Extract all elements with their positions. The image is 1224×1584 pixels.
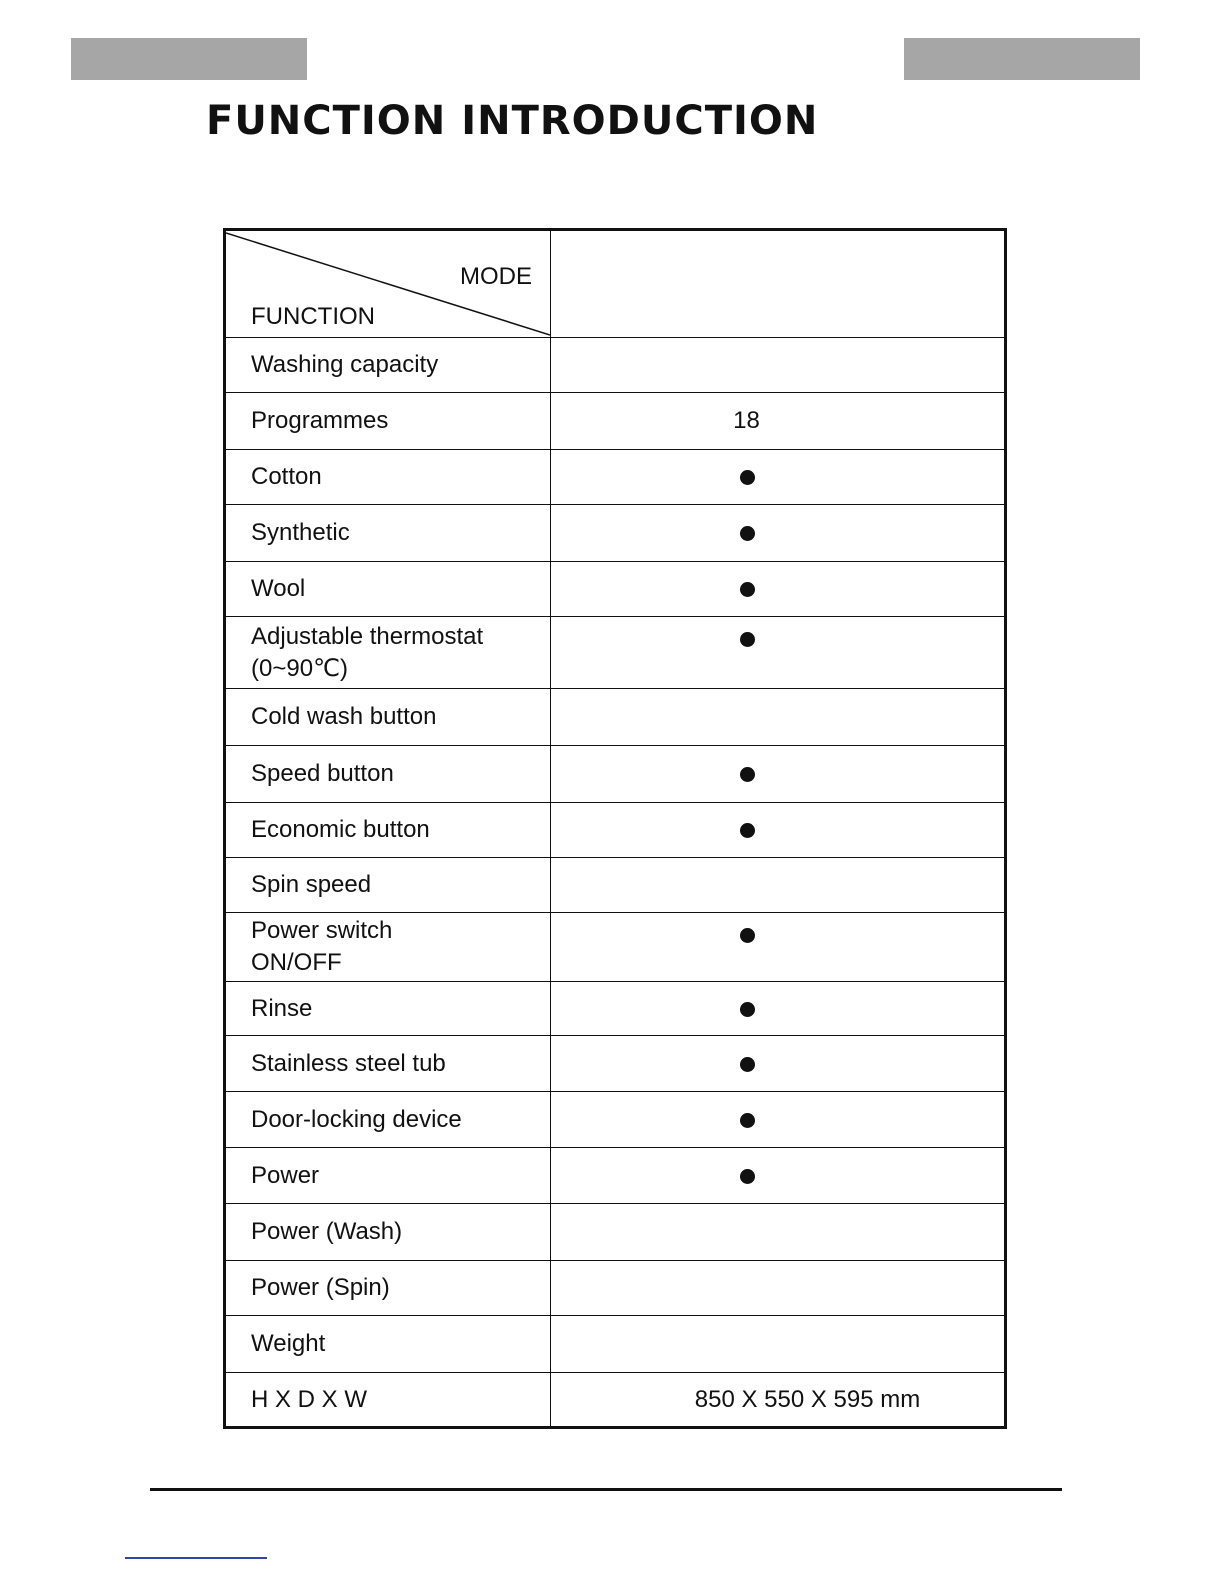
function-cell: Stainless steel tub <box>225 1036 551 1092</box>
table-row <box>225 858 1006 913</box>
feature-dot-icon <box>740 823 755 838</box>
footer-link-underline <box>125 1557 267 1559</box>
value-cell <box>551 982 1006 1036</box>
function-table <box>223 228 1007 1429</box>
footer-rule <box>150 1488 1062 1491</box>
header-bar-left <box>71 38 307 80</box>
function-header-label: FUNCTION <box>251 303 375 330</box>
mode-header-label: MODE <box>460 263 532 290</box>
function-cell: Weight <box>225 1316 551 1373</box>
table-header-row <box>225 230 1006 338</box>
mode-function-corner-cell <box>225 230 551 338</box>
value-cell <box>551 338 1006 393</box>
value-cell <box>551 803 1006 858</box>
table-row <box>225 746 1006 803</box>
feature-dot-icon <box>740 928 755 943</box>
value-text: 18 <box>733 407 760 434</box>
value-cell <box>551 1316 1006 1373</box>
model-header-cell <box>551 230 1006 338</box>
table-row <box>225 803 1006 858</box>
feature-dot-icon <box>740 632 755 647</box>
table-row <box>225 562 1006 617</box>
table-row <box>225 1261 1006 1316</box>
table-row <box>225 505 1006 562</box>
function-cell: Programmes <box>225 393 551 450</box>
function-cell: Cotton <box>225 450 551 505</box>
value-cell <box>551 913 1006 982</box>
feature-dot-icon <box>740 582 755 597</box>
page-title: FUNCTION INTRODUCTION <box>206 98 819 144</box>
value-cell <box>551 1204 1006 1261</box>
value-cell <box>551 450 1006 505</box>
table-row <box>225 338 1006 393</box>
function-cell: Power switch ON/OFF <box>225 913 551 982</box>
function-cell: Washing capacity <box>225 338 551 393</box>
table-row <box>225 1316 1006 1373</box>
function-cell: Power <box>225 1148 551 1204</box>
value-cell <box>551 617 1006 689</box>
feature-dot-icon <box>740 526 755 541</box>
function-cell: Wool <box>225 562 551 617</box>
function-cell: Spin speed <box>225 858 551 913</box>
value-cell <box>551 1036 1006 1092</box>
table-row <box>225 393 1006 450</box>
feature-dot-icon <box>740 1057 755 1072</box>
header-bar-right <box>904 38 1140 80</box>
value-cell <box>551 1148 1006 1204</box>
function-cell: Adjustable thermostat (0~90℃) <box>225 617 551 689</box>
function-cell: Power (Wash) <box>225 1204 551 1261</box>
value-cell <box>551 562 1006 617</box>
value-cell <box>551 1092 1006 1148</box>
value-cell <box>551 746 1006 803</box>
function-cell: Cold wash button <box>225 689 551 746</box>
function-cell: Synthetic <box>225 505 551 562</box>
value-cell <box>551 858 1006 913</box>
function-cell: H X D X W <box>225 1373 551 1428</box>
table-row <box>225 1036 1006 1092</box>
function-cell: Economic button <box>225 803 551 858</box>
table-row <box>225 913 1006 982</box>
value-cell <box>551 1261 1006 1316</box>
table-row <box>225 1373 1006 1428</box>
function-cell: Rinse <box>225 982 551 1036</box>
table-row <box>225 1204 1006 1261</box>
feature-dot-icon <box>740 470 755 485</box>
table-row <box>225 450 1006 505</box>
function-cell: Power (Spin) <box>225 1261 551 1316</box>
feature-dot-icon <box>740 1002 755 1017</box>
table-row <box>225 689 1006 746</box>
value-cell <box>551 505 1006 562</box>
function-cell: Door-locking device <box>225 1092 551 1148</box>
table-row <box>225 1148 1006 1204</box>
table-row <box>225 617 1006 689</box>
table-row <box>225 982 1006 1036</box>
feature-dot-icon <box>740 1113 755 1128</box>
value-cell <box>551 1373 1006 1428</box>
value-cell <box>551 689 1006 746</box>
feature-dot-icon <box>740 1169 755 1184</box>
feature-dot-icon <box>740 767 755 782</box>
value-cell <box>551 393 1006 450</box>
value-text: 850 X 550 X 595 mm <box>694 1385 921 1413</box>
table-row <box>225 1092 1006 1148</box>
function-cell: Speed button <box>225 746 551 803</box>
